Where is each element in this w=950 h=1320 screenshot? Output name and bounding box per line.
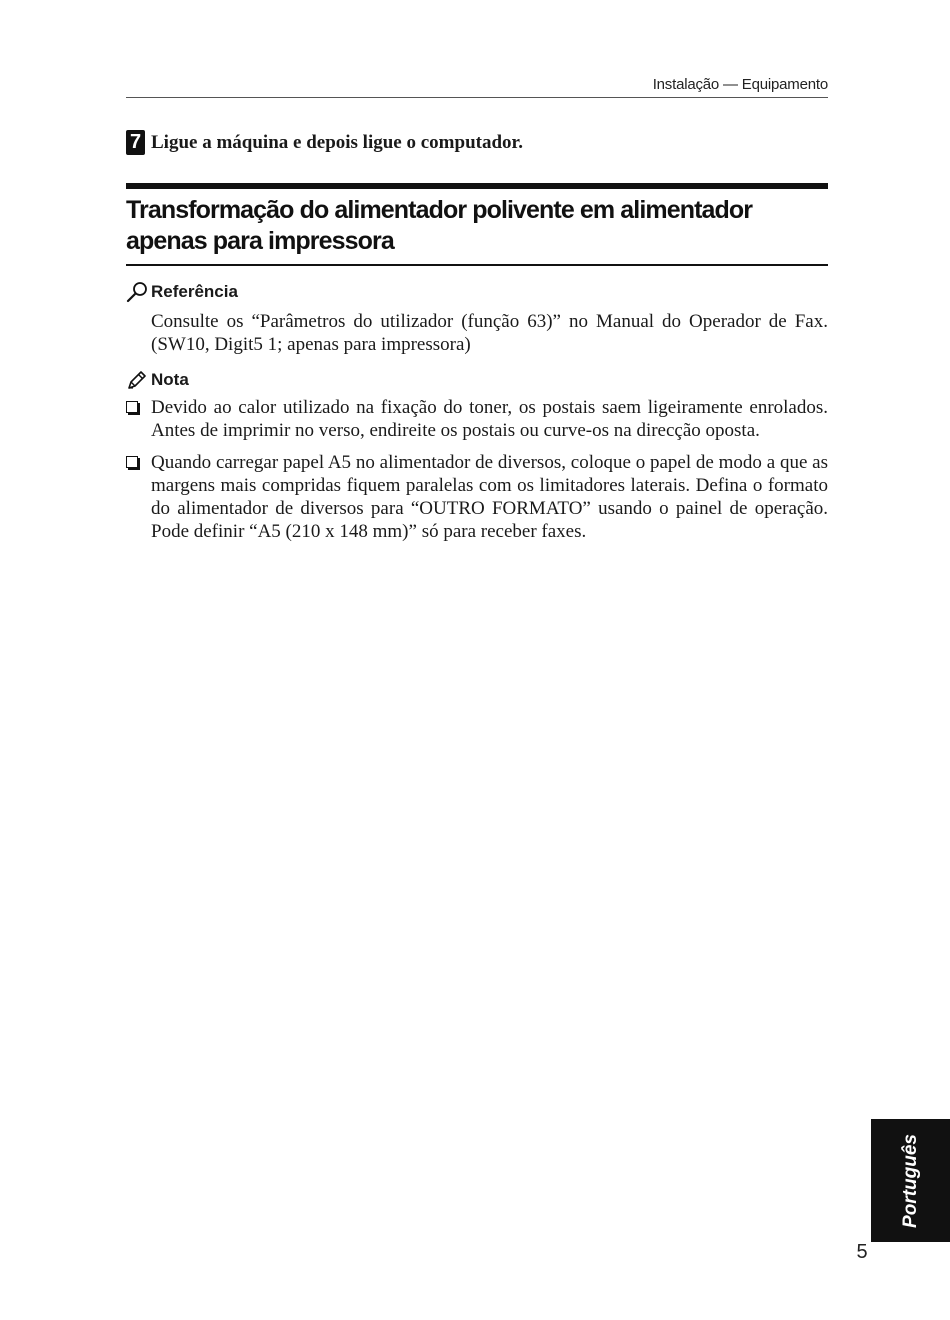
section-rule-top bbox=[126, 183, 828, 189]
section-rule-bottom bbox=[126, 264, 828, 266]
reference-text: Consulte os “Parâmetros do utilizador (função 63)” no Manual do Operador de Fax. (SW10, Digit5 1; apenas para impressora) bbox=[151, 311, 828, 355]
checkbox-icon bbox=[126, 401, 138, 413]
language-tab-label: Português bbox=[899, 1133, 921, 1228]
section-title: Transformação do alimentador polivente em alimentador apenas para impressora bbox=[126, 196, 753, 255]
language-side-tab bbox=[871, 1119, 950, 1242]
checkbox-icon bbox=[126, 456, 138, 468]
note-item-text: Devido ao calor utilizado na fixação do toner, os postais saem ligeiramente enrolados. Antes de imprimir no verso, endireite os postais ou curve-os na direcção oposta. bbox=[151, 397, 828, 441]
step-number-badge: 7 bbox=[126, 130, 145, 155]
pencil-icon bbox=[126, 369, 148, 391]
running-header: Instalação — Equipamento bbox=[652, 76, 828, 93]
note-list bbox=[126, 396, 828, 552]
header-rule bbox=[126, 97, 828, 98]
note-item bbox=[126, 451, 828, 543]
step-text: Ligue a máquina e depois ligue o computador. bbox=[151, 131, 523, 153]
note-item-text: Quando carregar papel A5 no alimentador de diversos, coloque o papel de modo a que as margens mais compridas fiquem paralelas com os limitadores laterais. Defina o formato do alimentador de diversos para “OUTRO FORMATO” usando o painel de operação. Pode definir “A5 (210 x 148 mm)” só para receber faxes. bbox=[151, 452, 828, 542]
note-item bbox=[126, 396, 828, 442]
reference-heading bbox=[126, 281, 238, 303]
page-number: 5 bbox=[856, 1241, 868, 1263]
note-label: Nota bbox=[151, 370, 189, 389]
reference-label: Referência bbox=[151, 282, 238, 301]
step-7 bbox=[126, 130, 828, 155]
magnifier-icon bbox=[126, 281, 148, 303]
note-heading bbox=[126, 369, 189, 391]
